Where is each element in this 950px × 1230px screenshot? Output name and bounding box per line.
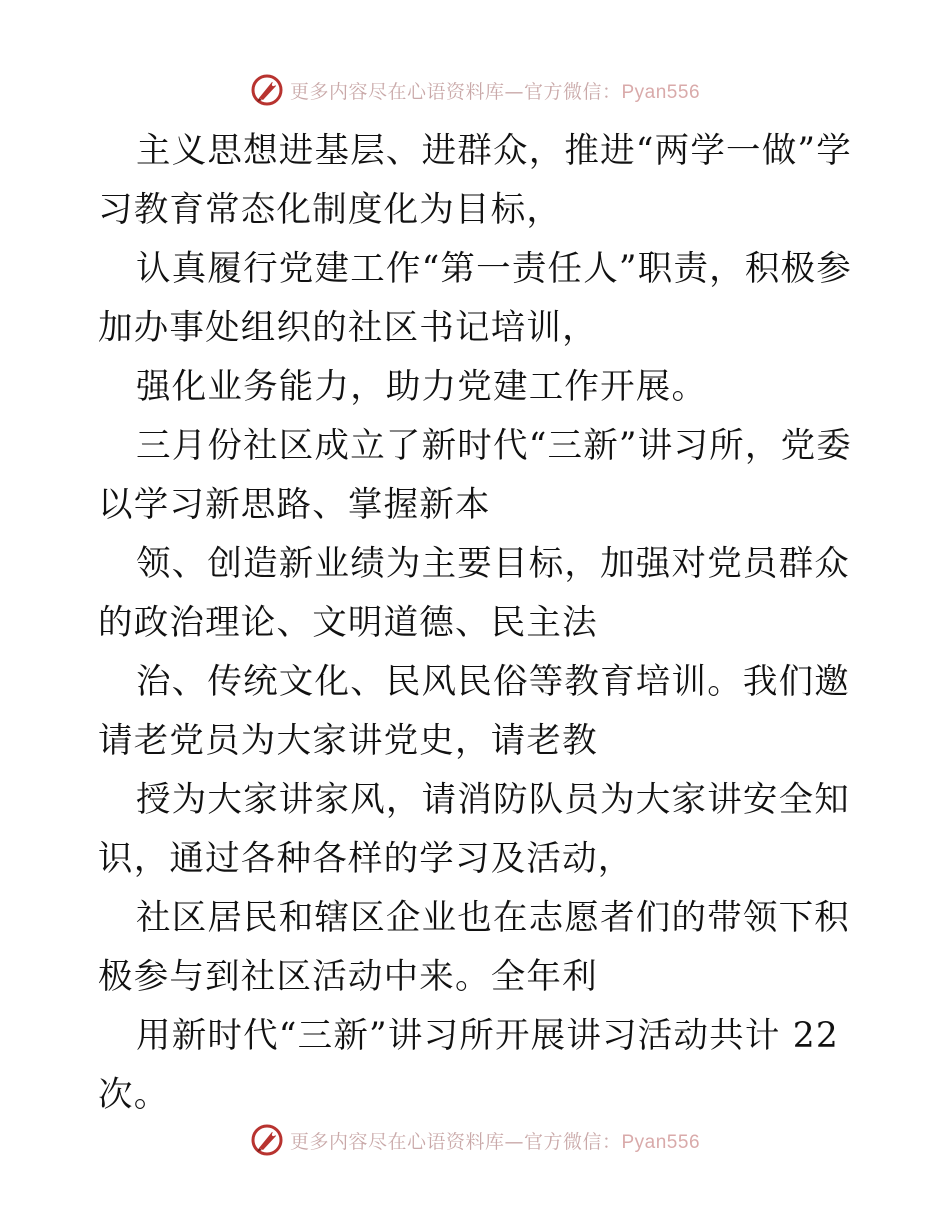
document-body bbox=[98, 122, 858, 1125]
paragraph: 社区居民和辖区企业也在志愿者们的带领下积极参与到社区活动中来。全年利 bbox=[98, 898, 850, 997]
paragraph: 授为大家讲家风，请消防队员为大家讲安全知识，通过各种各样的学习及活动， bbox=[98, 780, 850, 879]
header-contact-id: Pyan556 bbox=[621, 81, 701, 103]
pen-nib-logo-icon bbox=[250, 1123, 284, 1157]
footer-banner bbox=[0, 1120, 950, 1160]
footer-brand-text: 更多内容尽在心语资料库 bbox=[289, 1130, 505, 1153]
footer-contact-label: 官方微信： bbox=[523, 1130, 622, 1153]
footer-contact-id: Pyan556 bbox=[621, 1131, 701, 1153]
footer-banner-text bbox=[290, 1127, 700, 1154]
header-contact-label: 官方微信： bbox=[523, 80, 622, 103]
paragraph: 治、传统文化、民风民俗等教育培训。我们邀请老党员为大家讲党史，请老教 bbox=[98, 662, 850, 761]
paragraph: 用新时代“三新”讲习所开展讲习活动共计 22 次。 bbox=[98, 1016, 840, 1115]
paragraph: 领、创造新业绩为主要目标，加强对党员群众的政治理论、文明道德、民主法 bbox=[98, 544, 850, 643]
header-banner bbox=[0, 70, 950, 110]
footer-separator: — bbox=[504, 1130, 524, 1153]
paragraph: 认真履行党建工作“第一责任人”职责，积极参加办事处组织的社区书记培训， bbox=[98, 249, 852, 348]
paragraph: 三月份社区成立了新时代“三新”讲习所，党委以学习新思路、掌握新本 bbox=[98, 426, 852, 525]
header-brand-text: 更多内容尽在心语资料库 bbox=[289, 80, 505, 103]
header-separator: — bbox=[504, 80, 524, 103]
paragraph: 主义思想进基层、进群众，推进“两学一做”学习教育常态化制度化为目标， bbox=[98, 131, 852, 230]
header-banner-text bbox=[290, 77, 700, 104]
paragraph: 强化业务能力，助力党建工作开展。 bbox=[136, 367, 708, 407]
pen-nib-logo-icon bbox=[250, 73, 284, 107]
